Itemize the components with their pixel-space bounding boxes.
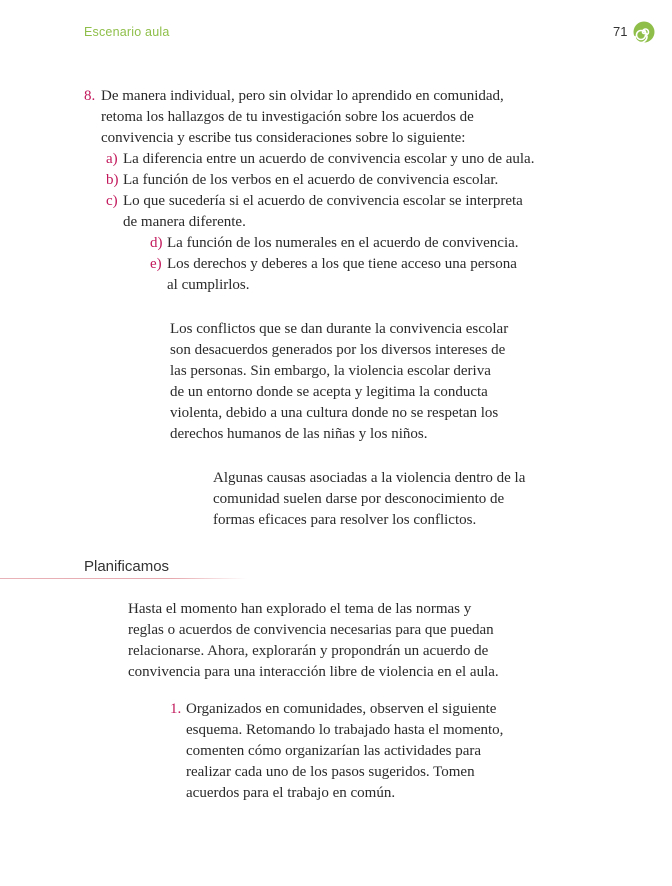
note-line: comunidad suelen darse por desconocimiento de xyxy=(213,491,505,507)
item-text-line: Organizados en comunidades, observen el siguiente xyxy=(186,701,497,717)
note-line: de un entorno donde se acepta y legitima la conducta xyxy=(170,384,488,400)
item-number: 8. xyxy=(84,88,96,104)
page-number: 71 xyxy=(613,24,628,39)
subitem-text: Lo que sucedería si el acuerdo de convivencia escolar se interpreta xyxy=(123,193,523,209)
intro-line: relacionarse. Ahora, explorarán y propondrán un acuerdo de xyxy=(128,643,489,659)
intro-line: Hasta el momento han explorado el tema de las normas y xyxy=(128,601,472,617)
subitem-text: La función de los numerales en el acuerdo de convivencia. xyxy=(167,235,519,251)
item-text-line: convivencia y escribe tus consideraciones sobre lo siguiente: xyxy=(101,130,466,146)
spiral-icon xyxy=(633,21,655,43)
note-line: formas eficaces para resolver los conflictos. xyxy=(213,512,477,528)
item-text-line: retoma los hallazgos de tu investigación sobre los acuerdos de xyxy=(101,109,474,125)
item-text-line: realizar cada uno de los pasos sugeridos. Tomen xyxy=(186,764,475,780)
note-line: son desacuerdos generados por los diversos intereses de xyxy=(170,342,506,358)
subitem-text: de manera diferente. xyxy=(123,214,246,230)
subitem-text: al cumplirlos. xyxy=(167,277,250,293)
subitem-text: La diferencia entre un acuerdo de convivencia escolar y uno de aula. xyxy=(123,151,535,167)
note-line: Los conflictos que se dan durante la convivencia escolar xyxy=(170,321,509,337)
note-line: Algunas causas asociadas a la violencia dentro de la xyxy=(213,470,526,486)
intro-line: convivencia para una interacción libre de violencia en el aula. xyxy=(128,664,499,680)
section-divider xyxy=(0,578,247,579)
section-header: Escenario aula xyxy=(84,25,170,39)
subitem-letter: b) xyxy=(106,172,119,188)
subitem-letter: a) xyxy=(106,151,118,167)
note-line: violenta, debido a una cultura donde no se respetan los xyxy=(170,405,499,421)
item-number: 1. xyxy=(170,701,182,717)
item-text-line: esquema. Retomando lo trabajado hasta el momento, xyxy=(186,722,504,738)
item-text-line: acuerdos para el trabajo en común. xyxy=(186,785,396,801)
note-line: derechos humanos de las niñas y los niños. xyxy=(170,426,428,442)
subitem-letter: e) xyxy=(150,256,162,272)
subitem-letter: c) xyxy=(106,193,118,209)
subitem-text: La función de los verbos en el acuerdo de convivencia escolar. xyxy=(123,172,499,188)
subitem-text: Los derechos y deberes a los que tiene acceso una persona xyxy=(167,256,517,272)
section-title: Planificamos xyxy=(84,558,170,575)
item-text-line: comenten cómo organizarían las actividades para xyxy=(186,743,482,759)
note-line: las personas. Sin embargo, la violencia escolar deriva xyxy=(170,363,491,379)
subitem-letter: d) xyxy=(150,235,163,251)
item-text-line: De manera individual, pero sin olvidar lo aprendido en comunidad, xyxy=(101,88,504,104)
intro-line: reglas o acuerdos de convivencia necesarias para que puedan xyxy=(128,622,494,638)
